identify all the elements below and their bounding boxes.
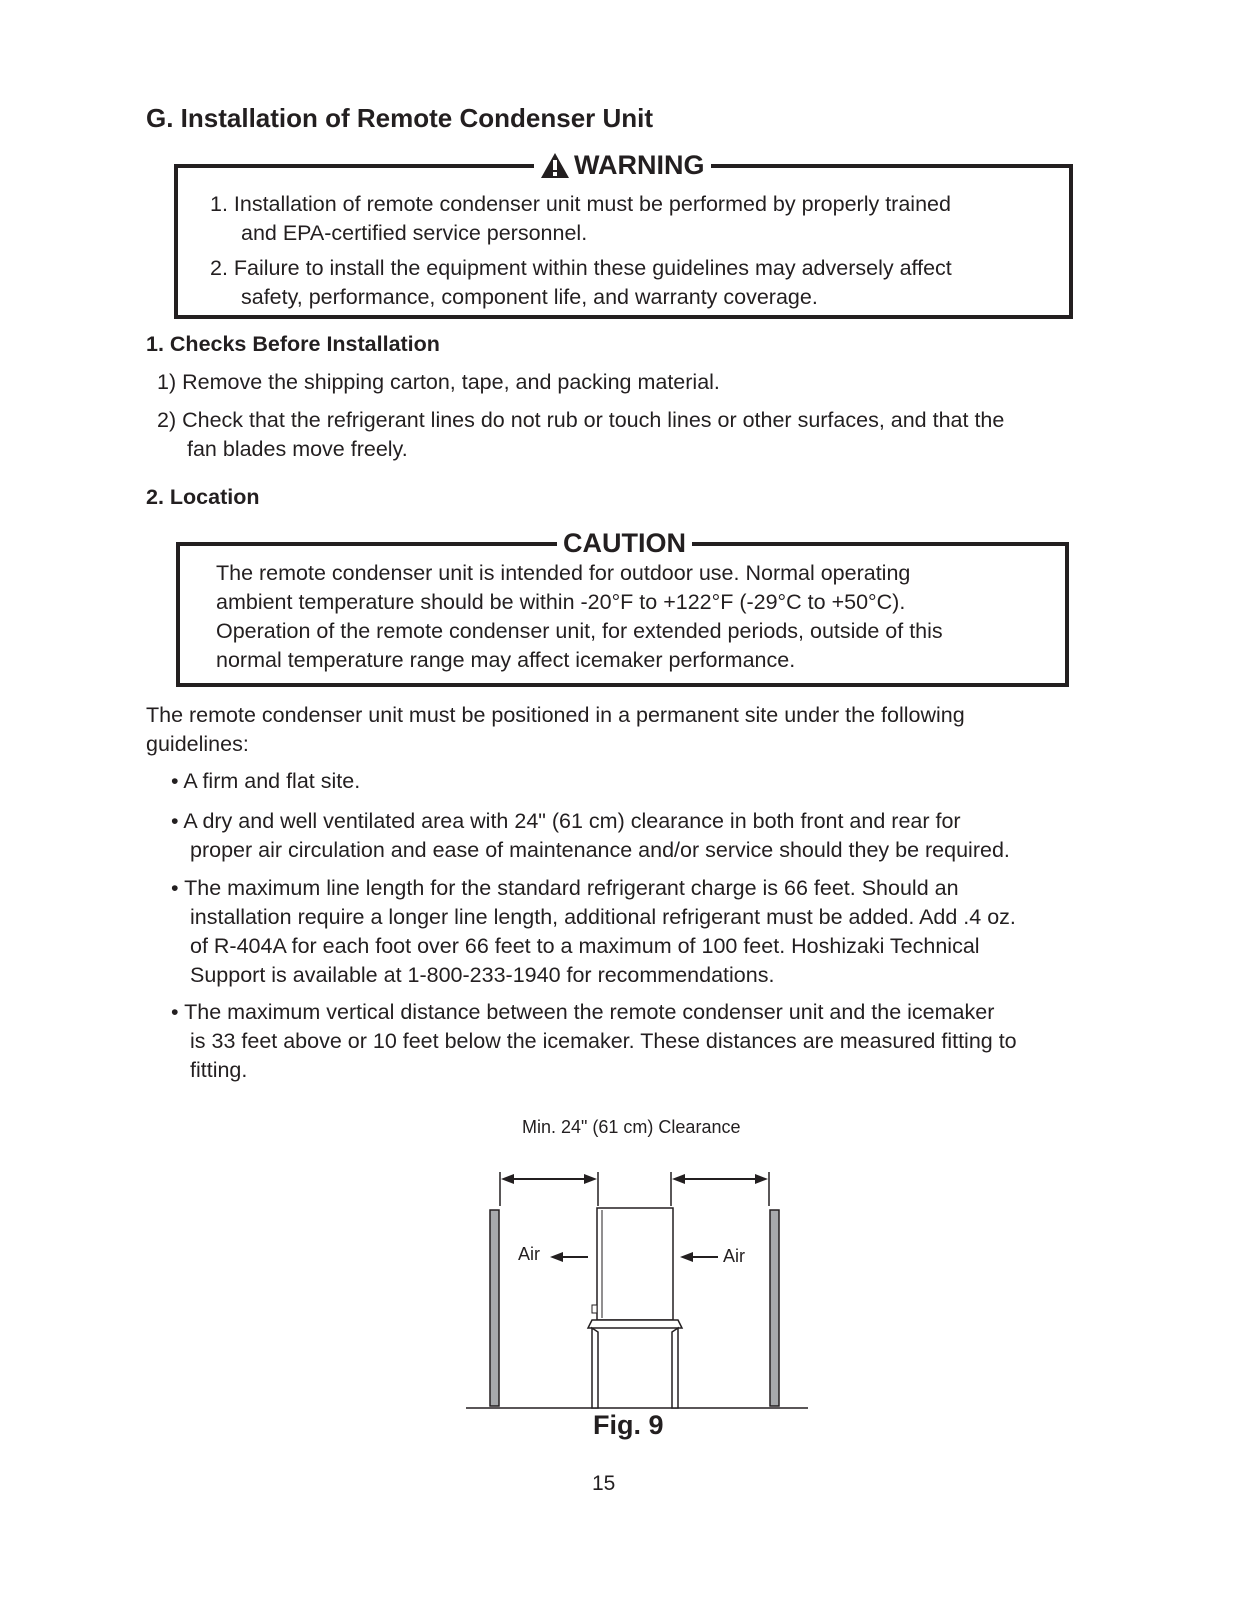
warning-title-text: WARNING — [574, 150, 705, 180]
caution-text — [216, 559, 943, 675]
bullet-3-line-3: of R-404A for each foot over 66 feet to a maximum of 100 feet. Hoshizaki Technical — [190, 934, 980, 958]
air-right-arrowhead — [680, 1252, 693, 1262]
warning-item-2 — [210, 254, 952, 312]
condenser-stand-top — [588, 1320, 682, 1328]
bullet-4 — [171, 998, 1017, 1085]
condenser-unit-fitting — [592, 1305, 597, 1313]
warning-item-1 — [210, 190, 951, 248]
bullet-2-line-1: • A dry and well ventilated area with 24" (61 cm) clearance in both front and rear for — [171, 809, 961, 833]
bullet-3-line-1: • The maximum line length for the standard refrigerant charge is 66 feet. Should an — [171, 876, 959, 900]
condenser-stand-left-leg — [592, 1328, 598, 1408]
condenser-unit-body — [597, 1208, 673, 1320]
page-number: 15 — [592, 1472, 616, 1495]
warning-item-1-line2: and EPA-certified service personnel. — [241, 221, 588, 245]
warning-icon — [540, 152, 570, 179]
right-wall — [770, 1210, 779, 1406]
left-dimension-arrowhead-start — [501, 1174, 514, 1184]
left-dimension-arrowhead-end — [584, 1174, 597, 1184]
checks-heading: 1. Checks Before Installation — [146, 332, 440, 356]
location-intro-line-2: guidelines: — [146, 732, 249, 756]
condenser-stand-right-leg — [672, 1328, 678, 1408]
clearance-diagram — [460, 1160, 820, 1415]
bullet-2 — [171, 807, 1010, 865]
checks-item-2-line1: 2) Check that the refrigerant lines do not rub or touch lines or other surfaces, and that the — [157, 408, 1005, 432]
bullet-3-line-2: installation require a longer line length, additional refrigerant must be added. Add .4 oz. — [190, 905, 1016, 929]
bullet-2-line-2: proper air circulation and ease of maintenance and/or service should they be required. — [190, 838, 1010, 862]
location-heading: 2. Location — [146, 485, 260, 509]
bullet-4-line-2: is 33 feet above or 10 feet below the icemaker. These distances are measured fitting to — [190, 1029, 1017, 1053]
caution-line-1: The remote condenser unit is intended for outdoor use. Normal operating — [216, 561, 911, 585]
warning-item-2-line1: 2. Failure to install the equipment within these guidelines may adversely affect — [210, 256, 952, 280]
bullet-4-line-3: fitting. — [190, 1058, 248, 1082]
bullet-3-line-4: Support is available at 1-800-233-1940 for recommendations. — [190, 963, 775, 987]
clearance-label: Min. 24" (61 cm) Clearance — [522, 1117, 741, 1137]
caution-title: CAUTION — [557, 528, 692, 558]
bullet-3 — [171, 874, 1016, 990]
checks-item-2 — [157, 406, 1004, 464]
caution-line-4: normal temperature range may affect icemaker performance. — [216, 648, 796, 672]
checks-item-2-line2: fan blades move freely. — [187, 437, 408, 461]
right-dimension-arrowhead-end — [755, 1174, 768, 1184]
bullet-4-line-1: • The maximum vertical distance between the remote condenser unit and the icemaker — [171, 1000, 995, 1024]
air-right-label: Air — [723, 1246, 745, 1266]
location-intro-line-1: The remote condenser unit must be positioned in a permanent site under the following — [146, 703, 965, 727]
bullet-1 — [171, 767, 360, 796]
warning-item-2-line2: safety, performance, component life, and warranty coverage. — [241, 285, 818, 309]
figure-caption: Fig. 9 — [593, 1410, 664, 1440]
air-left-label: Air — [518, 1244, 540, 1264]
warning-item-1-line1: 1. Installation of remote condenser unit must be performed by properly trained — [210, 192, 951, 216]
caution-line-2: ambient temperature should be within -20°F to +122°F (-29°C to +50°C). — [216, 590, 906, 614]
air-left-arrowhead — [550, 1252, 563, 1262]
caution-line-3: Operation of the remote condenser unit, for extended periods, outside of this — [216, 619, 943, 643]
location-intro — [146, 701, 965, 759]
checks-item-1: 1) Remove the shipping carton, tape, and packing material. — [157, 370, 720, 394]
section-title: G. Installation of Remote Condenser Unit — [146, 103, 654, 133]
bullet-1-line-1: • A firm and flat site. — [171, 769, 361, 793]
left-wall — [490, 1210, 499, 1406]
warning-title — [534, 150, 711, 180]
right-dimension-arrowhead-start — [672, 1174, 685, 1184]
